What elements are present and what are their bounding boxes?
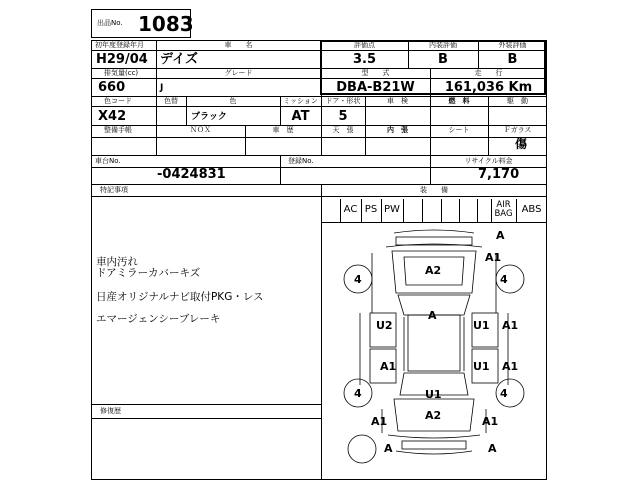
name-value: デイズ [160, 52, 198, 67]
mark-tire-rear-left: 4 [354, 387, 362, 400]
grade-value: J [160, 83, 164, 93]
exterior-grade-label: 外装評価 [498, 41, 527, 49]
model-label: 型 式 [361, 69, 390, 77]
mark-roof: A [428, 309, 437, 322]
drive-label: 駆 動 [507, 97, 528, 105]
mark-bonnet: A2 [425, 264, 442, 277]
mark-left-front-door: U2 [376, 319, 393, 332]
mark-bumper-left: A [384, 442, 393, 455]
front-glass-label: Ｆガラス [503, 126, 532, 134]
mileage-value: 161,036 Km [444, 80, 533, 95]
notes-label: 特記事項 [100, 186, 128, 194]
rule [280, 155, 281, 184]
mark-tire-front-right: 4 [500, 273, 508, 286]
doors-value: 5 [338, 109, 348, 124]
rule [91, 155, 547, 156]
lot-number: 1083 [138, 12, 194, 36]
displacement-label: 排気量(cc) [104, 69, 139, 77]
score-value: 3.5 [352, 52, 377, 67]
mission-value: AT [291, 109, 310, 124]
mark-right-front-pillar: A1 [502, 319, 519, 332]
score-label: 評価点 [354, 41, 375, 49]
car-diagram [322, 223, 546, 479]
color-change-label: 色替 [164, 97, 178, 105]
mark-back-door-upper: U1 [425, 388, 442, 401]
doors-label: ドア・形状 [325, 97, 361, 105]
note-line: エマージェンシーブレーキ [96, 313, 221, 325]
equipment-ps: PS [364, 204, 378, 215]
mark-bumper-right: A [488, 442, 497, 455]
equipment-pw: PW [384, 204, 400, 215]
interior-grade-label: 内装評価 [429, 41, 457, 49]
reg-value: H29/04 [96, 52, 148, 67]
mileage-label: 走 行 [474, 69, 503, 77]
name-label: 車 名 [224, 41, 253, 49]
mission-label: ミッション [283, 97, 318, 105]
equipment-row [321, 199, 547, 222]
interior-grade-value: B [438, 52, 448, 67]
mark-front-right: A1 [485, 251, 502, 264]
lot-label: 出品No. [97, 19, 123, 27]
rule [91, 404, 321, 405]
rule [91, 106, 547, 107]
mark-left-rear-door: A1 [380, 360, 397, 373]
interior-lining-label: 内 張 [387, 126, 408, 134]
equipment-airbag: AIR BAG [494, 200, 513, 219]
lot-box [91, 9, 194, 38]
nox-label: ＮＯＸ [190, 126, 211, 134]
mark-rear-right: A1 [482, 415, 499, 428]
note-line: ドアミラーカバーキズ [96, 267, 201, 279]
note-line: 日産オリジナルナビ取付PKG・レス [96, 291, 264, 303]
equipment-label: 装 備 [420, 186, 448, 194]
mark-back-door: A2 [425, 409, 442, 422]
exterior-grade-value: B [507, 52, 518, 67]
history-label: 車 歴 [272, 126, 294, 134]
chassis-value: -0424831 [157, 167, 226, 182]
roof-lining-label: 天 張 [332, 126, 354, 134]
repair-history-label: 修復歴 [100, 407, 121, 415]
maintenance-book-label: 整備手帳 [104, 126, 132, 134]
mark-tire-rear-right: 4 [500, 387, 508, 400]
inspection-label: 車 検 [387, 97, 408, 105]
mark-rear-left: A1 [371, 415, 388, 428]
rule [91, 184, 547, 185]
reg-label: 初年度登録年月 [95, 41, 144, 49]
recycle-value: 7,170 [478, 167, 520, 182]
color-code-label: 色コード [104, 97, 132, 105]
mark-right-front-door: U1 [473, 319, 490, 332]
equipment-ac: AC [343, 204, 358, 215]
color-value: ブラック [191, 112, 227, 122]
model-value: DBA-B21W [336, 80, 415, 95]
seat-label: シート [448, 126, 470, 134]
mark-front: A [496, 229, 505, 242]
mark-tire-front-left: 4 [354, 273, 362, 286]
rule [91, 196, 547, 197]
front-glass-value: 傷 [515, 137, 528, 151]
rule [91, 418, 321, 419]
note-line: 車内汚れ [96, 256, 138, 268]
color-label: 色 [229, 97, 237, 105]
mark-right-rear-pillar: A1 [502, 360, 519, 373]
mark-right-rear-door: U1 [473, 360, 490, 373]
color-code-value: X42 [98, 109, 127, 124]
rule [91, 137, 547, 138]
registration-label: 登録No. [288, 157, 314, 165]
chassis-label: 車台No. [95, 157, 121, 165]
notes-list [96, 256, 318, 396]
grade-label: グレード [224, 69, 253, 77]
displacement-value: 660 [98, 80, 126, 95]
fuel-label: 燃 料 [448, 97, 470, 105]
recycle-label: リサイクル料金 [464, 157, 513, 165]
equipment-abs: ABS [521, 204, 542, 215]
